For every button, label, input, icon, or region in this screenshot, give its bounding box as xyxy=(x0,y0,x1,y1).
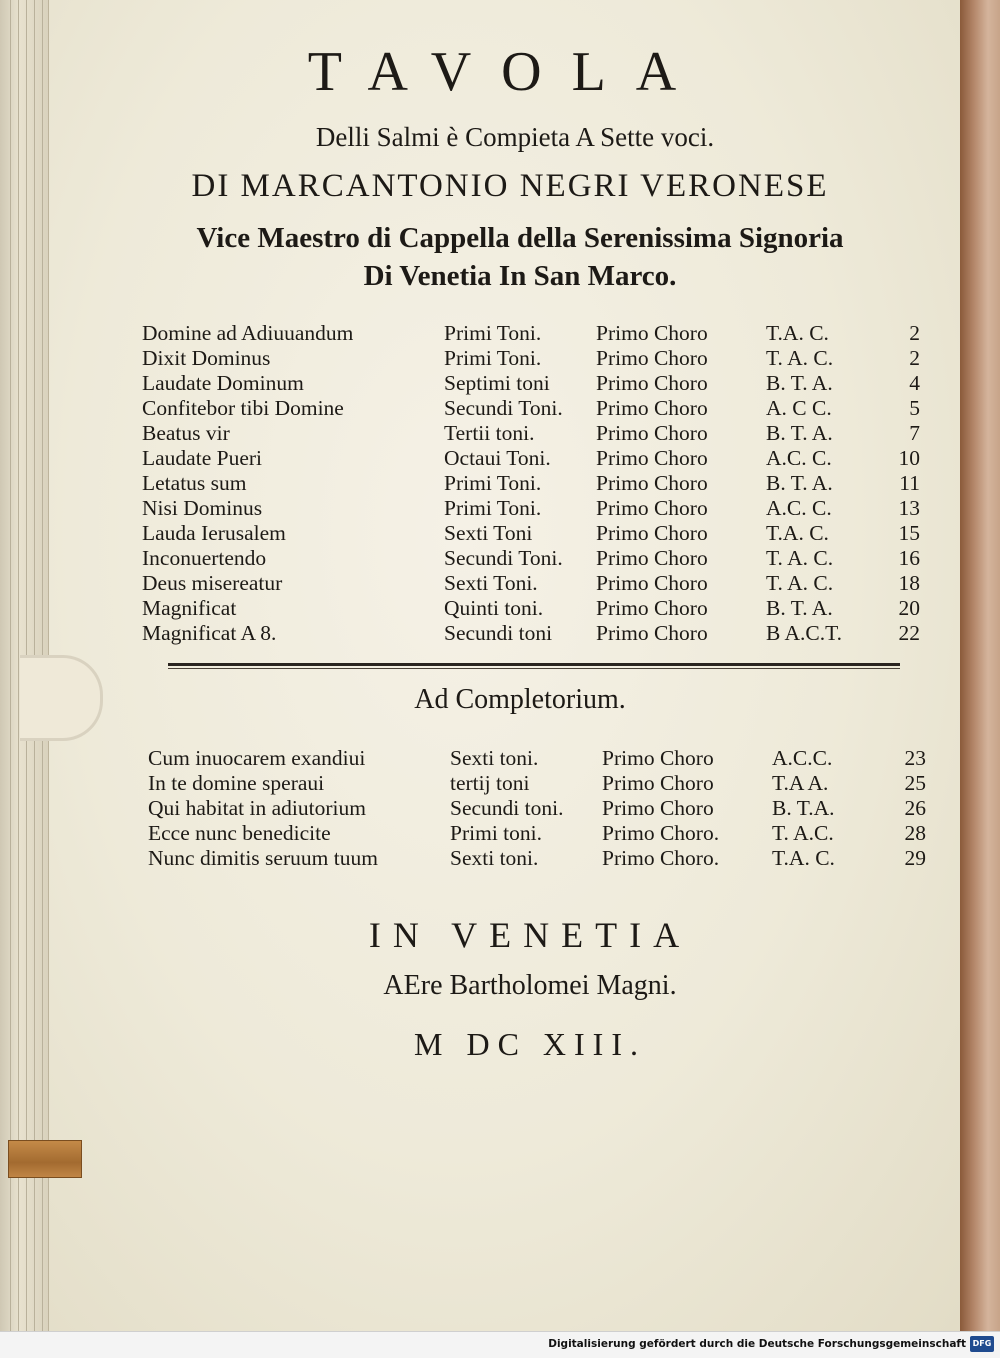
psalm-page-number: 29 xyxy=(904,846,926,870)
table-row xyxy=(142,471,920,496)
psalm-title: Dixit Dominus xyxy=(142,346,271,370)
psalm-tone: Secundi toni. xyxy=(450,796,564,820)
section-rule xyxy=(168,663,900,666)
table-row xyxy=(148,821,926,846)
office-line-2: Di Venetia In San Marco. xyxy=(363,260,677,292)
psalm-page-number: 20 xyxy=(898,596,920,620)
psalm-voices: T. A. C. xyxy=(766,571,834,595)
psalm-voices: T. A. C. xyxy=(766,546,834,570)
table-row xyxy=(142,521,920,546)
psalm-choro: Primo Choro xyxy=(596,621,708,645)
table-row xyxy=(148,796,926,821)
psalm-page-number: 5 xyxy=(909,396,920,420)
psalm-voices: B. T.A. xyxy=(772,796,835,820)
section-rule-thin xyxy=(168,668,900,669)
psalm-page-number: 15 xyxy=(898,521,920,545)
psalm-title: In te domine speraui xyxy=(148,771,325,795)
page-title: TAVOLA xyxy=(307,41,707,103)
table-row xyxy=(148,846,926,871)
psalm-title: Cum inuocarem exandiui xyxy=(148,746,366,770)
psalm-voices: T. A. C. xyxy=(766,346,834,370)
psalm-tone: Tertii toni. xyxy=(444,421,535,445)
table-row xyxy=(148,746,926,771)
footer-credit: Digitalisierung gefördert durch die Deutsche Forschungsgemeinschaft xyxy=(548,1338,966,1350)
psalm-page-number: 2 xyxy=(909,321,920,345)
imprint-printer: AEre Bartholomei Magni. xyxy=(383,970,677,1001)
table-row xyxy=(142,421,920,446)
psalm-voices: B A.C.T. xyxy=(766,621,843,645)
psalm-page-number: 4 xyxy=(909,371,920,395)
psalm-voices: B. T. A. xyxy=(766,596,833,620)
table-row xyxy=(142,546,920,571)
psalm-page-number: 13 xyxy=(898,496,920,520)
psalm-choro: Primo Choro xyxy=(596,496,708,520)
footer-bar xyxy=(0,1331,1000,1358)
psalm-choro: Primo Choro xyxy=(602,796,714,820)
psalm-voices: T. A.C. xyxy=(772,821,834,845)
imprint-city: IN VENETIA xyxy=(368,915,692,955)
psalm-page-number: 7 xyxy=(909,421,920,445)
psalm-tone: Primi Toni. xyxy=(444,321,542,345)
psalm-voices: B. T. A. xyxy=(766,371,833,395)
psalm-page-number: 28 xyxy=(904,821,926,845)
psalm-voices: T.A. C. xyxy=(766,521,829,545)
psalm-choro: Primo Choro xyxy=(596,471,708,495)
psalm-voices: B. T. A. xyxy=(766,421,833,445)
psalm-voices: A. C C. xyxy=(766,396,832,420)
psalm-voices: A.C.C. xyxy=(772,746,833,770)
table-row xyxy=(142,496,920,521)
psalm-tone: Sexti toni. xyxy=(450,846,539,870)
psalm-tone: Sexti Toni xyxy=(444,521,533,545)
psalms-table-body xyxy=(142,321,920,646)
psalm-title: Qui habitat in adiutorium xyxy=(148,796,366,820)
psalm-title: Inconuertendo xyxy=(142,546,267,570)
psalm-tone: Primi Toni. xyxy=(444,496,542,520)
psalms-table xyxy=(142,321,920,646)
psalm-page-number: 16 xyxy=(898,546,920,570)
psalm-tone: Secundi Toni. xyxy=(444,546,563,570)
psalm-tone: Sexti toni. xyxy=(450,746,539,770)
psalm-tone: Primi Toni. xyxy=(444,346,542,370)
psalm-choro: Primo Choro xyxy=(602,746,714,770)
psalm-tone: Sexti Toni. xyxy=(444,571,538,595)
psalm-choro: Primo Choro xyxy=(596,321,708,345)
psalm-choro: Primo Choro xyxy=(596,521,708,545)
psalm-choro: Primo Choro xyxy=(596,346,708,370)
psalm-page-number: 23 xyxy=(904,746,926,770)
psalm-page-number: 11 xyxy=(899,471,920,495)
office-line-1: Vice Maestro di Cappella della Serenissima Signoria xyxy=(196,222,844,254)
psalm-title: Laudate Dominum xyxy=(142,371,304,395)
section-heading: Ad Completorium. xyxy=(414,684,626,715)
psalm-tone: tertij toni xyxy=(450,771,530,795)
psalm-title: Laudate Pueri xyxy=(142,446,262,470)
psalm-voices: T.A. C. xyxy=(772,846,835,870)
psalm-page-number: 26 xyxy=(904,796,926,820)
psalm-tone: Octaui Toni. xyxy=(444,446,551,470)
psalm-title: Confitebor tibi Domine xyxy=(142,396,344,420)
psalm-choro: Primo Choro xyxy=(602,771,714,795)
composer-name: DI MARCANTONIO NEGRI VERONESE xyxy=(191,168,829,204)
psalm-page-number: 10 xyxy=(898,446,920,470)
psalm-title: Ecce nunc benedicite xyxy=(148,821,331,845)
psalm-choro: Primo Choro xyxy=(596,546,708,570)
psalm-title: Magnificat xyxy=(142,596,237,620)
dfg-logo: DFG xyxy=(970,1336,994,1352)
psalm-page-number: 25 xyxy=(904,771,926,795)
psalm-tone: Primi Toni. xyxy=(444,471,542,495)
table-row xyxy=(142,621,920,646)
psalm-title: Deus misereatur xyxy=(142,571,283,595)
psalm-voices: T.A. C. xyxy=(766,321,829,345)
psalm-choro: Primo Choro xyxy=(596,571,708,595)
imprint-year: M DC XIII. xyxy=(414,1026,646,1062)
table-row xyxy=(142,346,920,371)
psalm-tone: Primi toni. xyxy=(450,821,542,845)
psalm-title: Magnificat A 8. xyxy=(142,621,277,645)
table-row xyxy=(142,321,920,346)
psalm-choro: Primo Choro xyxy=(596,446,708,470)
psalm-title: Beatus vir xyxy=(142,421,230,445)
psalm-voices: A.C. C. xyxy=(766,446,832,470)
psalm-choro: Primo Choro xyxy=(596,396,708,420)
psalm-title: Lauda Ierusalem xyxy=(142,521,286,545)
psalm-title: Nisi Dominus xyxy=(142,496,263,520)
psalm-choro: Primo Choro xyxy=(596,596,708,620)
table-row xyxy=(148,771,926,796)
psalm-tone: Quinti toni. xyxy=(444,596,544,620)
psalm-page-number: 22 xyxy=(898,621,920,645)
psalm-title: Letatus sum xyxy=(142,471,247,495)
psalm-title: Nunc dimitis seruum tuum xyxy=(148,846,378,870)
psalm-voices: B. T. A. xyxy=(766,471,833,495)
psalm-choro: Primo Choro xyxy=(596,421,708,445)
psalm-voices: T.A A. xyxy=(772,771,829,795)
subtitle: Delli Salmi è Compieta A Sette voci. xyxy=(315,122,715,152)
psalm-tone: Septimi toni xyxy=(444,371,550,395)
table-row xyxy=(142,446,920,471)
table-row xyxy=(142,396,920,421)
table-row xyxy=(142,371,920,396)
psalm-title: Domine ad Adiuuandum xyxy=(142,321,354,345)
completorium-table-body xyxy=(148,746,926,871)
psalm-tone: Secundi toni xyxy=(444,621,553,645)
table-row xyxy=(142,571,920,596)
psalm-choro: Primo Choro. xyxy=(602,821,720,845)
table-row xyxy=(142,596,920,621)
psalm-choro: Primo Choro. xyxy=(602,846,720,870)
psalm-page-number: 2 xyxy=(909,346,920,370)
bookmark-tab xyxy=(8,1140,82,1178)
psalm-choro: Primo Choro xyxy=(596,371,708,395)
psalm-page-number: 18 xyxy=(898,571,920,595)
completorium-table xyxy=(148,746,926,871)
psalm-voices: A.C. C. xyxy=(766,496,832,520)
psalm-tone: Secundi Toni. xyxy=(444,396,563,420)
